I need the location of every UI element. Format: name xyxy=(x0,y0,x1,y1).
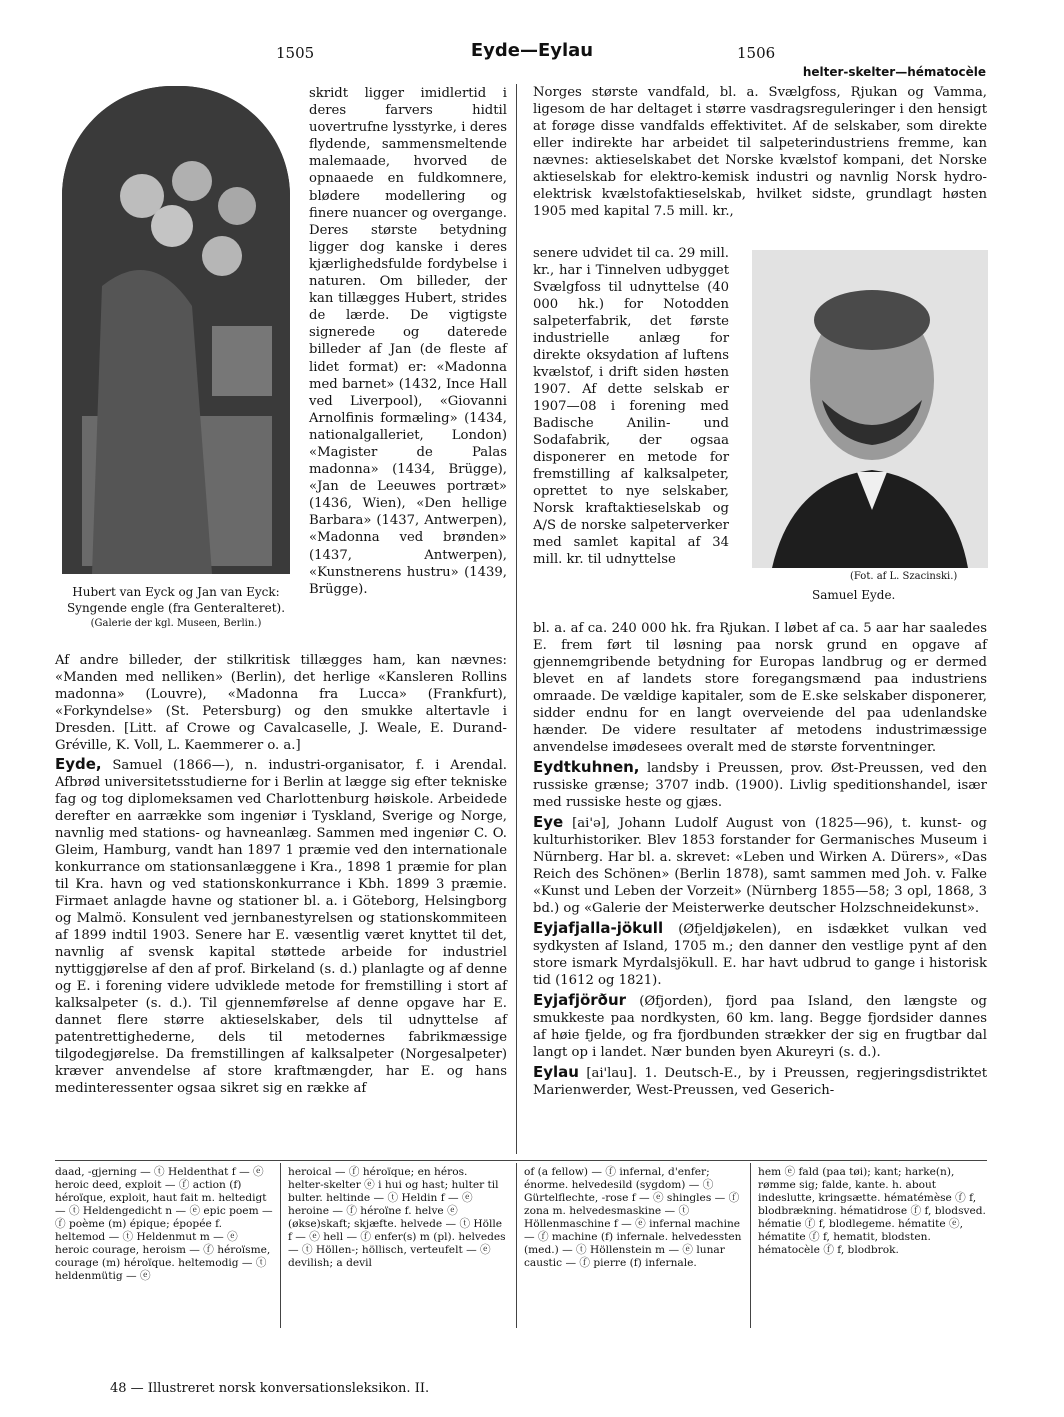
headword: Eyjafjalla-jökull xyxy=(533,919,664,937)
right-top-text xyxy=(533,84,987,220)
headword: Eyjafjörður xyxy=(533,991,627,1009)
painting-caption-line1: Hubert van Eyck og Jan van Eyck: xyxy=(72,585,280,599)
left-wide-text xyxy=(55,652,507,1097)
painting-caption xyxy=(56,584,296,632)
glossary-top-rule xyxy=(55,1160,987,1161)
headword: Eydtkuhnen, xyxy=(533,758,640,776)
portrait-caption: Samuel Eyde. xyxy=(812,588,896,602)
glossary-col-1: daad, -gjerning — ⓣ Heldenthat f — ⓔ heroic deed, exploit — ⓕ action (f) héroïque, exploit, haut fait m. heltedigt — ⓣ Heldengedicht n — ⓔ epic poem — ⓕ poème (m) épique; épopée f. heltemod — ⓣ Heldenmut m — ⓔ heroic courage, heroism — ⓕ héroïsme, courage (m) héroïque. heltemodig — ⓣ heldenmütig — ⓔ xyxy=(55,1166,273,1282)
portrait-image xyxy=(752,250,988,568)
glossary-col-2: heroical — ⓕ héroïque; en héros. helter-skelter ⓔ i hui og hast; hulter til bulter. heltinde — ⓣ Heldin f — ⓔ heroine — ⓕ héroïne f. helve ⓔ (økse)skaft; skjæfte. helvede — ⓣ Hölle f — ⓔ hell — ⓕ enfer(s) m (pl). helvedes — ⓣ Höllen-; höllisch, verteufelt — ⓔ devilish; a devil xyxy=(288,1166,506,1269)
entry-text: [ai'lau]. 1. Deutsch-E., by i Preussen, regjeringsdistriktet Marienwerder, West-Preussen, ved Geserich- xyxy=(533,1066,987,1098)
entry-eyjafjalla xyxy=(533,920,987,989)
guide-words: helter-skelter—hématocèle xyxy=(802,65,986,79)
column-divider xyxy=(516,84,517,1154)
headword: Eye xyxy=(533,813,564,831)
painting-caption-line2: Syngende engle (fra Genteralteret). xyxy=(66,601,286,615)
paragraph: bl. a. af ca. 240 000 hk. fra Rjukan. I løbet af ca. 5 aar har saaledes E. frem ført til løsning paa norsk grund en opgave af gjennemgribende betydning for Europas landbrug og er dermed blevet en af landets store foregangsmænd paa industriens omraade. De vældige kapitaler, som de E.ske selskaber disponerer, sidder endnu for en langt overveiende del paa udenlandske hænder. De videre resultater af metodens industrimæssige anvendelse imødesees overalt med de største forventninger. xyxy=(533,621,987,755)
glossary-divider-3 xyxy=(750,1163,751,1328)
glossary-divider-2 xyxy=(516,1163,517,1328)
paragraph: senere udvidet til ca. 29 mill. kr., har i Tinnelven udbygget Svælgfoss til udnyttelse (40 000 hk.) for Notodden salpeterfabrik, det første industrielle anlæg for direkte oksydation af luftens kvælstof, i drift siden høsten 1907. Af dette selskab er 1907—08 i forening med Badische Anilin- und Sodafabrik, der ogsaa disponerer en metode for fremstilling af kalksalpeter, oprettet to nye selskaber, Norsk kraftaktieselskab og A/S de norske salpeterverker med samlet kapital af 34 mill. kr. til udnyttelse xyxy=(533,246,729,567)
glossary-divider-1 xyxy=(280,1163,281,1328)
paragraph: Norges største vandfald, bl. a. Svælgfoss, Rjukan og Vamma, ligesom de har deltaget i større vasdragsreguleringer i den hensigt at forøge disse vandfalds effektivitet. Af de selskaber, som direkte eller indirekte har arbeidet til salpeterindustriens fremme, kan nævnes: aktieselskabet det Norske kvælstof kompani, det Norske aktieselskab for elektro-kemisk industri og navnlig Norsk hydro-elektrisk kvælstofaktieselskab, hvilket sidste, grundlagt høsten 1905 med kapital 7.5 mill. kr., xyxy=(533,85,987,219)
portrait-credit: (Fot. af L. Szacinski.) xyxy=(850,571,958,582)
entry-eye xyxy=(533,814,987,917)
page-number-right: 1506 xyxy=(737,44,776,62)
painting-caption-line3: (Galerie der kgl. Museen, Berlin.) xyxy=(90,618,262,629)
entry-eyjafjordur xyxy=(533,992,987,1061)
entry-text: (Øfjeldjøkelen), en isdækket vulkan ved sydkysten af Island, 1705 m.; den danner den vestlige pynt af den store ismark Myrdalsjökull. E. har havt udbrud to gange i historisk tid (1612 og 1821). xyxy=(533,922,987,988)
paragraph: Af andre billeder, der stilkritisk tillægges ham, kan nævnes: «Manden med nelliken» (Berlin), det herlige «Kansleren Rollins madonna» (Louvre), «Madonna fra Lucca» (Frankfurt), «Forkyndelse» (St. Petersburg) og den smukke altertavle i Dresden. [Litt. af Crowe og Cavalcaselle, J. Weale, E. Durand-Gréville, K. Voll, L. Kaemmerer o. a.] xyxy=(55,653,507,753)
entry-text: Samuel (1866—), n. industri-organisator, f. i Arendal. Afbrød universitetsstudierne for i Berlin at lægge sig efter tekniske fag og tog diplomeksamen ved Charlottenburg høiskole. Arbeidede derefter en aarrække som ingeniør i Tyskland, Sverige og Norge, navnlig med stations- og havneanlæg. Sammen med ingeniør C. O. Gleim, Hamburg, vandt han 1897 1 præmie ved den internationale konkurrance om stationsanlæggene i Kra., 1898 1 præmie for plan til Kra. havn og ved stationskonkurrance i Kbh. 1899 3 præmie. Firmaet anlagde havne og stationer bl. a. i Göteborg, Helsingborg og Malmö. Konsulent ved jernbanestyrelsen og stationskommiteen af 1899 indtil 1903. Senere har E. væsentlig været knyttet til det, navnlig af svensk kapital støttede arbeide for industriel nyttiggjørelse af den af prof. Birkeland (s. d.) planlagte og af denne og E. i forening videre udviklede metode for fremstilling i stort af kalksalpeter (s. d.). Til gjennemførelse af denne opgave har E. dannet flere større aktieselskaber, dels til udnyttelse af patentrettighederne, dels til metodernes fabrikmæssige tilgodegjørelse. Da fremstillingen af kalksalpeter (Norgesalpeter) kræver anvendelse af store kraftmængder, har E. og hans medinteressenter ogsaa sikret sig en række af xyxy=(55,758,507,1096)
right-narrow-text xyxy=(533,245,729,568)
page-footer: 48 — Illustreret norsk konversationsleksikon. II. xyxy=(110,1381,430,1396)
page-number-left: 1505 xyxy=(276,44,315,62)
entry-eylau xyxy=(533,1064,987,1099)
glossary-col-3: of (a fellow) — ⓕ infernal, d'enfer; énorme. helvedesild (sygdom) — ⓣ Gürtelflechte, -rose f — ⓔ shingles — ⓕ zona m. helvedesmaskine — ⓣ Höllenmaschine f — ⓔ infernal machine — ⓕ machine (f) infernale. helvedessten (med.) — ⓣ Höllenstein m — ⓔ lunar caustic — ⓕ pierre (f) infernale. xyxy=(524,1166,742,1269)
headword: Eylau xyxy=(533,1063,579,1081)
entry-eyde xyxy=(55,756,507,1097)
entry-text: [ai'ə], Johann Ludolf August von (1825—96), t. kunst- og kulturhistoriker. Blev 1853 forstander for Germanisches Museum i Nürnberg. Har bl. a. skrevet: «Leben und Wirken A. Dürers», «Das Reich des Schönen» (Berlin 1878), samt sammen med Joh. v. Falke «Kunst und Leben der Vorzeit» (Nürnberg 1855—58; 3 opl, 1868, 3 bd.) og «Galerie der Meisterwerke deutscher Holzschneidekunst». xyxy=(533,816,987,916)
entry-eydtkuhnen xyxy=(533,759,987,811)
glossary-col-4: hem ⓔ fald (paa tøi); kant; harke(n), rømme sig; falde, kante. h. about indeslutte, kringsætte. hématémèse ⓕ f, blodbrækning. hématidrose ⓕ f, blodsved. hématie ⓕ f, blodlegeme. hématite ⓔ, hématite ⓕ f, hematit, blodsten. hématocèle ⓕ f, blodbrok. xyxy=(758,1166,986,1256)
page-title: Eyde—Eylau xyxy=(470,40,594,61)
paragraph: skridt ligger imidlertid i deres farvers hidtil uovertrufne lysstyrke, i deres flydende, sammensmeltende malemaade, hvorved de opnaaede en fuldkomnere, blødere modellering og finere nuancer og overgange. Deres største betydning ligger dog kanske i deres kjærlighedsfulde fordybelse i naturen. Om billeder, der kan tillægges Hubert, strides de lærde. De vigtigste signerede og daterede billeder af Jan (de fleste af lidet format) er: «Madonna med barnet» (1432, Ince Hall ved Liverpool), «Giovanni Arnolfinis formæling» (1434, nationalgalleriet, London) «Magister de Palas madonna» (1434, Brügge), «Jan de Leeuwes portræt» (1436, Wien), «Den hellige Barbara» (1437, Antwerpen), «Madonna ved brønden» (1437, Antwerpen), «Kunstnerens hustru» (1439, Brügge). xyxy=(309,86,507,597)
painting-image xyxy=(62,86,290,574)
left-narrow-text xyxy=(309,85,507,598)
headword: Eyde, xyxy=(55,755,102,773)
entry-text: (Øfjorden), fjord paa Island, den længste og smukkeste paa nordkysten, 60 km. lang. Begge fjordsider dannes af høie fjelde, og fra fjordbunden strækker der sig en frugtbar dal langt op i landet. Nær bunden byen Akureyri (s. d.). xyxy=(533,994,987,1060)
right-wide-text xyxy=(533,620,987,1099)
entry-text: landsby i Preussen, prov. Øst-Preussen, ved den russiske grænse; 3707 indb. (1900). Livlig speditionshandel, især med russiske heste og gjæs. xyxy=(533,761,987,810)
